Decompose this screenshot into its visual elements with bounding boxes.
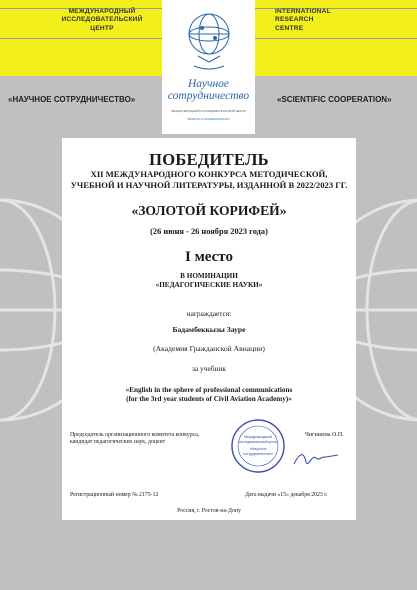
- chair-title-line: кандидат педагогических наук, доцент: [70, 439, 166, 446]
- header-org-en: [275, 8, 365, 33]
- chair-title-line: Председатель организационного комитета конкурса,: [70, 432, 200, 438]
- stamp-text: «Научное: [249, 447, 267, 451]
- nomination-line: В НОМИНАЦИИ: [180, 272, 238, 280]
- stamp-text: Международный: [244, 435, 272, 439]
- contest-name: «ЗОЛОТОЙ КОРИФЕЙ»: [131, 203, 287, 218]
- header-org-en-line: RESEARCH: [275, 16, 314, 24]
- awardee-name: Бадамбеккызы Зауре: [172, 325, 246, 334]
- seal-stamp: [230, 418, 286, 474]
- globe-watermark-left: [0, 150, 70, 470]
- logo-url: WWW.SCI-COOPERATION.RU: [187, 117, 230, 121]
- logo-wordmark-line: Научное: [187, 78, 230, 90]
- header-org-ru-line: МЕЖДУНАРОДНЫЙ: [68, 8, 136, 15]
- chair-title: [70, 432, 235, 447]
- globe-logo-icon: [184, 6, 234, 76]
- work-title: [62, 386, 356, 404]
- contest-description: [62, 169, 356, 191]
- logo-subtitle: МЕЖДУНАРОДНЫЙ ИССЛЕДОВАТЕЛЬСКИЙ ЦЕНТР: [171, 109, 246, 113]
- logo-wordmark-line: сотрудничество: [167, 90, 250, 102]
- logo-wordmark: [162, 78, 255, 102]
- header-org-ru-line: ИССЛЕДОВАТЕЛЬСКИЙ: [61, 16, 143, 24]
- chair-name: Чигишева О.П.: [305, 432, 344, 438]
- certificate-card: [62, 138, 356, 520]
- contest-line: XII МЕЖДУНАРОДНОГО КОНКУРСА МЕТОДИЧЕСКОЙ,: [90, 169, 328, 179]
- header-org-en-line: INTERNATIONAL: [275, 8, 331, 15]
- nomination-line: «ПЕДАГОГИЧЕСКИЕ НАУКИ»: [155, 281, 263, 289]
- motto-en: «SCIENTIFIC COOPERATION»: [277, 95, 392, 104]
- header-org-ru-line: ЦЕНТР: [90, 24, 114, 32]
- header-org-en-line: CENTRE: [275, 24, 304, 32]
- certificate-title: ПОБЕДИТЕЛЬ: [149, 150, 269, 169]
- contest-dates: (26 июня - 26 ноября 2023 года): [150, 227, 268, 236]
- work-title-line: (for the 3rd year students of Civil Aviation Academy)»: [126, 395, 292, 404]
- work-title-line: «English in the sphere of professional communications: [125, 386, 293, 394]
- awarded-label: награждается:: [186, 309, 232, 318]
- logo-box: [162, 0, 255, 134]
- issue-date: Дата выдачи «15» декабря 2023 г.: [245, 492, 328, 498]
- city: Россия, г. Ростов-на-Дону: [177, 508, 241, 514]
- registration-number: Регистрационный номер № 2175-12: [70, 492, 159, 498]
- header-org-ru: [52, 8, 152, 33]
- for-label: за учебник: [191, 364, 226, 373]
- stamp-text: сотрудничество»: [243, 452, 273, 456]
- globe-watermark-right: [352, 150, 417, 470]
- nomination: [62, 272, 356, 290]
- place: I место: [185, 249, 233, 265]
- motto-ru: «НАУЧНОЕ СОТРУДНИЧЕСТВО»: [8, 95, 136, 104]
- stamp-text: исследовательский центр: [238, 440, 278, 444]
- signature: [292, 448, 340, 470]
- contest-line: УЧЕБНОЙ И НАУЧНОЙ ЛИТЕРАТУРЫ, ИЗДАННОЙ В 2022/2023 ГГ.: [70, 180, 348, 190]
- awardee-organization: (Академия Гражданской Авиации): [153, 344, 265, 353]
